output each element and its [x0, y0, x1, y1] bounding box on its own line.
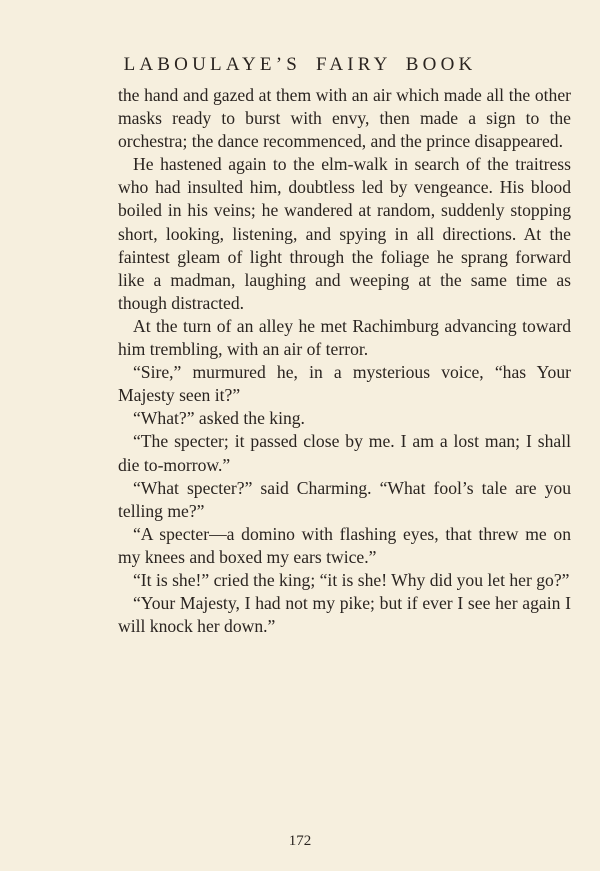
paragraph-3: At the turn of an alley he met Rachimburg advancing toward him trembling, with an air of terror. — [118, 315, 571, 360]
paragraph-9: “It is she!” cried the king; “it is she! Why did you let her go?” — [133, 569, 570, 590]
paragraph-7: “What specter?” said Charming. “What fool’s tale are you telling me?” — [118, 477, 571, 521]
paragraph-2: He hastened again to the elm-walk in search of the traitress who had insulted him, doubtless led by vengeance. His blood boiled in his veins; he wandered at random, suddenly stopping short, looking, listening, and spying in all directions. At the faintest gleam of light through the foliage he sprang forward like a madman, laughing and weeping at the same time as though distracted. — [118, 154, 571, 313]
page-number: 172 — [288, 833, 312, 849]
paragraph-1: the hand and gazed at them with an air which made all the other masks ready to burst with envy, then made a sign to the orchestra; the dance recommenced, and the prince disappeared. — [118, 85, 571, 152]
paragraph-10: “Your Majesty, I had not my pike; but if ever I see her again I will knock her down.” — [118, 593, 571, 637]
running-header: LABOULAYE’S FAIRY BOOK — [123, 54, 477, 75]
paragraph-8: “A specter—a domino with flashing eyes, that threw me on my knees and boxed my ears twice.” — [118, 523, 571, 567]
paragraph-5: “What?” asked the king. — [133, 408, 305, 429]
paragraph-6: “The specter; it passed close by me. I am a lost man; I shall die to-morrow.” — [118, 431, 571, 475]
paragraph-4: “Sire,” murmured he, in a mysterious voice, “has Your Majesty seen it?” — [118, 362, 571, 406]
body-text — [118, 84, 571, 638]
